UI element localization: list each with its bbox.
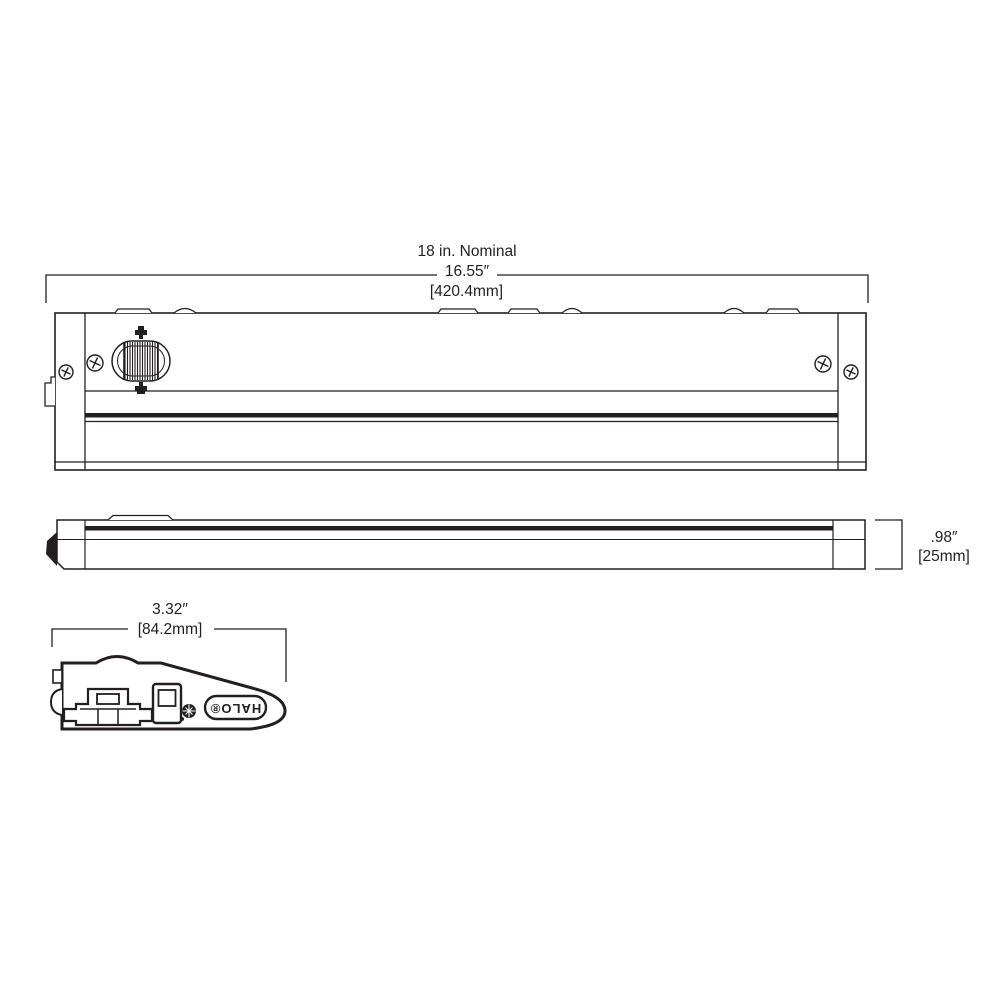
dimmer-thumbwheel — [112, 341, 170, 381]
mounting-dome — [724, 309, 744, 314]
lens-accent-band — [85, 413, 838, 418]
front-width-mm-label: [420.4mm] — [429, 283, 504, 300]
end-depth-inch-label: 3.32″ — [152, 601, 188, 618]
lens-accent-band — [85, 526, 833, 531]
front-width-inch-label: 16.55″ — [444, 263, 490, 280]
mounting-dome — [562, 309, 582, 314]
side-connector-tab — [45, 377, 55, 406]
mounting-tab — [115, 309, 152, 313]
rocker-switch — [153, 684, 181, 723]
side-lock-tab — [53, 670, 62, 683]
mounting-tab — [438, 309, 478, 313]
front-view — [45, 275, 868, 470]
mounting-tab — [108, 516, 173, 521]
halo-logo-text: HALO® — [209, 701, 262, 716]
side-lock-bump — [51, 689, 62, 715]
mounting-dome — [174, 309, 196, 314]
front-nominal-label: 18 in. Nominal — [417, 243, 517, 260]
end-depth-mm-label: [84.2mm] — [137, 621, 203, 638]
height-dimension-line — [875, 520, 902, 569]
side-height-inch-label: .98″ — [930, 529, 958, 546]
mounting-tab — [508, 309, 540, 313]
mounting-clip — [46, 532, 57, 566]
side-view — [46, 516, 902, 570]
mounting-tab — [766, 309, 800, 313]
side-height-mm-label: [25mm] — [918, 548, 970, 565]
